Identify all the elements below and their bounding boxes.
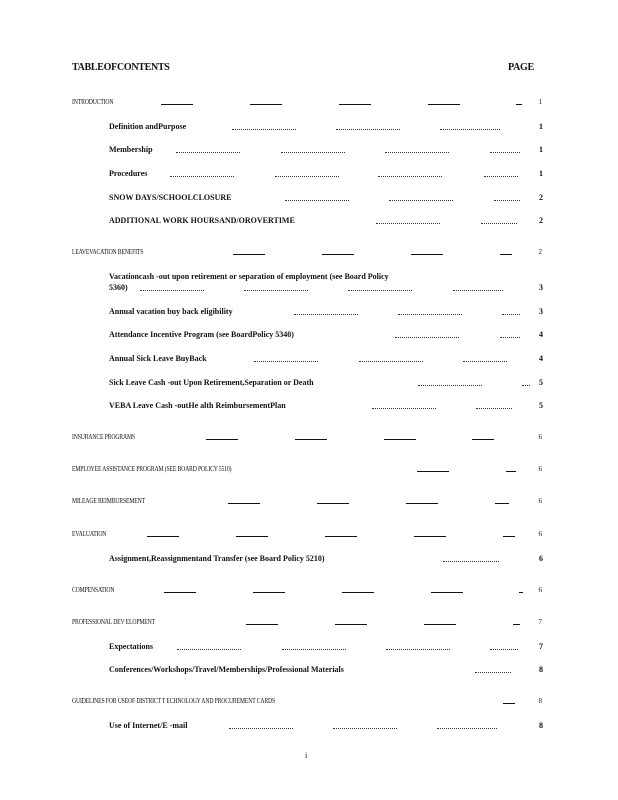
leader-dash [406, 503, 438, 504]
leader-dots [389, 200, 453, 201]
section-professional-development: PROFESSIONAL DEV ELOPMENT [72, 618, 155, 626]
leader-dash [233, 254, 265, 255]
leader-dots [333, 728, 397, 729]
toc-entry-membership: Membership [109, 145, 153, 154]
leader-dots [453, 290, 503, 291]
leader-dots [140, 290, 204, 291]
leader-dots [481, 223, 517, 224]
leader-dash [503, 536, 515, 537]
leader-dash [147, 536, 179, 537]
leader-dash [513, 624, 520, 625]
page-number: 4 [539, 330, 543, 339]
leader-dash [414, 536, 446, 537]
page-number: 6 [538, 433, 542, 441]
page-number: 1 [539, 145, 543, 154]
footer-page-number: i [305, 751, 308, 760]
leader-dash [246, 624, 278, 625]
leader-dash [295, 439, 327, 440]
leader-dash [250, 104, 282, 105]
leader-dots [398, 314, 462, 315]
page-number: 6 [538, 465, 542, 473]
leader-dots [502, 314, 520, 315]
page-number: 5 [539, 378, 543, 387]
page-number: 4 [539, 354, 543, 363]
leader-dots [463, 361, 507, 362]
leader-dash [503, 703, 515, 704]
leader-dots [475, 672, 511, 673]
leader-dash [253, 592, 285, 593]
page-number: 7 [539, 642, 543, 651]
leader-dash [424, 624, 456, 625]
leader-dash [428, 104, 460, 105]
toc-entry-procedures: Procedures [109, 169, 148, 178]
toc-entry-attendance-incentive: Attendance Incentive Program (see BoardPolicy 5340) [109, 330, 294, 339]
section-mileage: MILEAGE REIMBURSEMENT [72, 497, 145, 505]
toc-entry-sick-leave-cashout: Sick Leave Cash -out Upon Retirement,Separation or Death [109, 378, 314, 387]
leader-dots [359, 361, 423, 362]
page-number: 8 [538, 697, 542, 705]
leader-dots [443, 561, 499, 562]
toc-entry-annual-sick-leave-buyback: Annual Sick Leave BuyBack [109, 354, 207, 363]
leader-dots [376, 223, 440, 224]
leader-dots [232, 129, 296, 130]
toc-entry-veba: VEBA Leave Cash -outHe alth ReimbursementPlan [109, 401, 286, 410]
section-compensation: COMPENSATION [72, 586, 115, 594]
page-number: 3 [539, 307, 543, 316]
section-guidelines: GUIDELINES FOR USEOF DISTRICT T ECHNOLOGY AND PROCUREMENT CARDS [72, 697, 276, 705]
leader-dots [275, 176, 339, 177]
toc-entry-assignment: Assignment,Reassignmentand Transfer (see Board Policy 5210) [109, 554, 325, 563]
leader-dots [490, 649, 518, 650]
leader-dash [325, 536, 357, 537]
leader-dash [411, 254, 443, 255]
leader-dash [228, 503, 260, 504]
page-number: 6 [538, 586, 542, 594]
leader-dots [244, 290, 308, 291]
page-number: 2 [539, 216, 543, 225]
toc-entry-additional-work: ADDITIONAL WORK HOURSAND/OROVERTIME [109, 216, 295, 225]
section-employee-assistance: EMPLOYEE ASSISTANCE PROGRAM (SEE BOARD POLICY 5510) [72, 465, 232, 473]
leader-dash [431, 592, 463, 593]
page-number: 3 [539, 283, 543, 292]
leader-dash [417, 471, 449, 472]
leader-dots [281, 152, 345, 153]
toc-entry-snow-days: SNOW DAYS/SCHOOLCLOSURE [109, 193, 232, 202]
leader-dots [395, 337, 459, 338]
page-number: 6 [538, 530, 542, 538]
page-number: 8 [539, 721, 543, 730]
leader-dash [342, 592, 374, 593]
leader-dots [494, 200, 520, 201]
toc-entry-definition: Definition andPurpose [109, 122, 187, 131]
leader-dash [339, 104, 371, 105]
leader-dots [437, 728, 497, 729]
leader-dots [476, 408, 512, 409]
leader-dots [378, 176, 442, 177]
page-number: 1 [539, 122, 543, 131]
toc-entry-vacation-cashout-cont: 5360) [109, 283, 128, 292]
page-number: 2 [538, 248, 542, 256]
leader-dots [386, 649, 450, 650]
leader-dots [229, 728, 293, 729]
leader-dots [500, 337, 520, 338]
toc-entry-internet-use: Use of Internet/E -mail [109, 721, 188, 730]
page-number: 8 [539, 665, 543, 674]
leader-dots [254, 361, 318, 362]
leader-dash [500, 254, 512, 255]
leader-dots [348, 290, 412, 291]
leader-dots [282, 649, 346, 650]
section-evaluation: EVALUATION [72, 530, 107, 538]
section-introduction: INTRODUCTION [72, 98, 114, 106]
leader-dash [335, 624, 367, 625]
leader-dots [176, 152, 240, 153]
page-number: 1 [539, 169, 543, 178]
section-insurance: INSURANCE PROGRAMS [72, 433, 135, 441]
leader-dash [161, 104, 193, 105]
toc-title: TABLEOFCONTENTS [72, 62, 170, 73]
leader-dash [322, 254, 354, 255]
page-column-header: PAGE [508, 62, 534, 73]
leader-dash [495, 503, 509, 504]
page-number: 5 [539, 401, 543, 410]
leader-dash [206, 439, 238, 440]
leader-dots [170, 176, 234, 177]
section-leave-vacation: LEAVEVACATION BENEFITS [72, 248, 144, 256]
leader-dots [177, 649, 241, 650]
toc-entry-annual-vacation-buyback: Annual vacation buy back eligibility [109, 307, 233, 316]
leader-dash [472, 439, 494, 440]
toc-entry-conferences: Conferences/Workshops/Travel/Memberships/Professional Materials [109, 665, 344, 674]
leader-dots [285, 200, 349, 201]
leader-dots [418, 385, 482, 386]
page-number: 6 [539, 554, 543, 563]
page-number: 6 [538, 497, 542, 505]
page-number: 1 [538, 98, 542, 106]
page-number: 2 [539, 193, 543, 202]
leader-dots [440, 129, 500, 130]
page-number: 7 [538, 618, 542, 626]
toc-entry-expectations: Expectations [109, 642, 153, 651]
leader-dots [294, 314, 358, 315]
leader-dash [506, 471, 516, 472]
leader-dots [484, 176, 518, 177]
leader-dash [164, 592, 196, 593]
leader-dash [384, 439, 416, 440]
leader-dots [336, 129, 400, 130]
leader-dots [385, 152, 449, 153]
leader-dots [372, 408, 436, 409]
leader-dots [490, 152, 520, 153]
leader-dash [236, 536, 268, 537]
toc-entry-vacation-cashout: Vacationcash -out upon retirement or separation of employment (see Board Policy [109, 272, 389, 281]
leader-dash [317, 503, 349, 504]
